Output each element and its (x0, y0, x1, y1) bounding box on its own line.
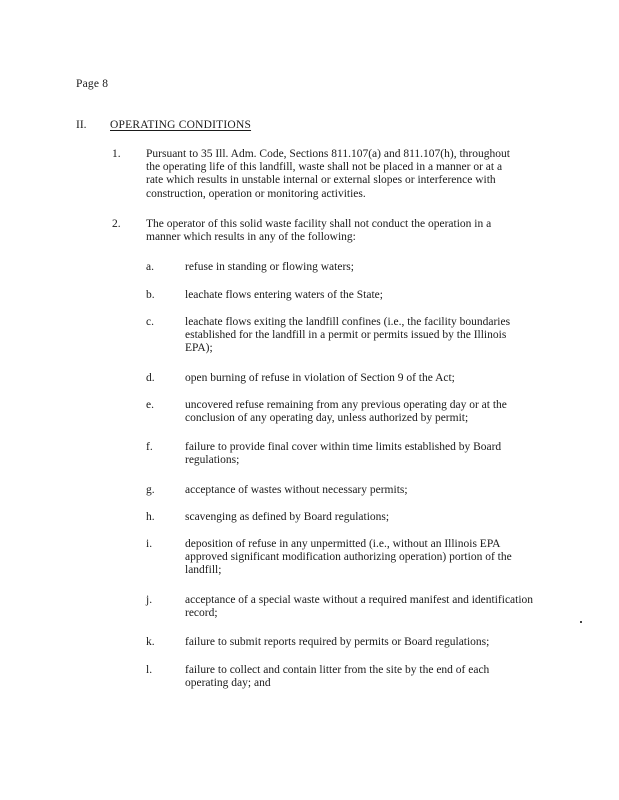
subitem-letter: i. (146, 538, 153, 550)
subitem-text: leachate flows entering waters of the State; (185, 289, 383, 301)
subitem-letter: j. (146, 594, 153, 606)
section-number: II. (76, 119, 87, 131)
subitem-text: scavenging as defined by Board regulations; (185, 511, 390, 523)
subitem-text: failure to submit reports required by permits or Board regulations; (185, 636, 490, 648)
item-number: 2. (112, 218, 121, 230)
subitem-letter: e. (146, 399, 154, 411)
section-title: OPERATING CONDITIONS (110, 119, 252, 131)
subitem-letter: b. (146, 289, 155, 301)
page-number-header: Page 8 (76, 78, 109, 90)
item-text: Pursuant to 35 Ill. Adm. Code, Sections 811.107(a) and 811.107(h), throughout the operating life of this landfill, waste shall not be placed in a manner or at a rate which results in unstable internal or external slopes or interference with construction, operation or monitoring activities. (146, 148, 510, 200)
subitem-letter: h. (146, 511, 155, 523)
subitem-letter: c. (146, 316, 154, 328)
subitem-text: failure to provide final cover within time limits established by Board regulations; (185, 441, 502, 467)
subitem-letter: k. (146, 636, 155, 648)
subitem-letter: f. (146, 441, 153, 453)
subitem-letter: g. (146, 484, 155, 496)
subitem-text: uncovered refuse remaining from any previous operating day or at the conclusion of any operating day, unless authorized by permit; (185, 399, 507, 425)
subitem-text: failure to collect and contain litter from the site by the end of each operating day; and (185, 664, 490, 690)
subitem-letter: l. (146, 664, 153, 676)
item-number: 1. (112, 148, 121, 160)
subitem-letter: a. (146, 261, 154, 273)
scan-speck (580, 621, 582, 623)
subitem-letter: d. (146, 372, 155, 384)
subitem-text: refuse in standing or flowing waters; (185, 261, 354, 273)
subitem-text: acceptance of a special waste without a required manifest and identification record; (185, 594, 534, 620)
subitem-text: open burning of refuse in violation of Section 9 of the Act; (185, 372, 455, 384)
subitem-text: leachate flows exiting the landfill confines (i.e., the facility boundaries established for the landfill in a permit or permits issued by the Illinois EPA); (185, 316, 511, 355)
item-text: The operator of this solid waste facility shall not conduct the operation in a manner which results in any of the following: (146, 218, 492, 244)
subitem-text: acceptance of wastes without necessary permits; (185, 484, 408, 496)
subitem-text: deposition of refuse in any unpermitted (i.e., without an Illinois EPA approved significant modification authorizing operation) portion of the landfill; (185, 538, 512, 577)
